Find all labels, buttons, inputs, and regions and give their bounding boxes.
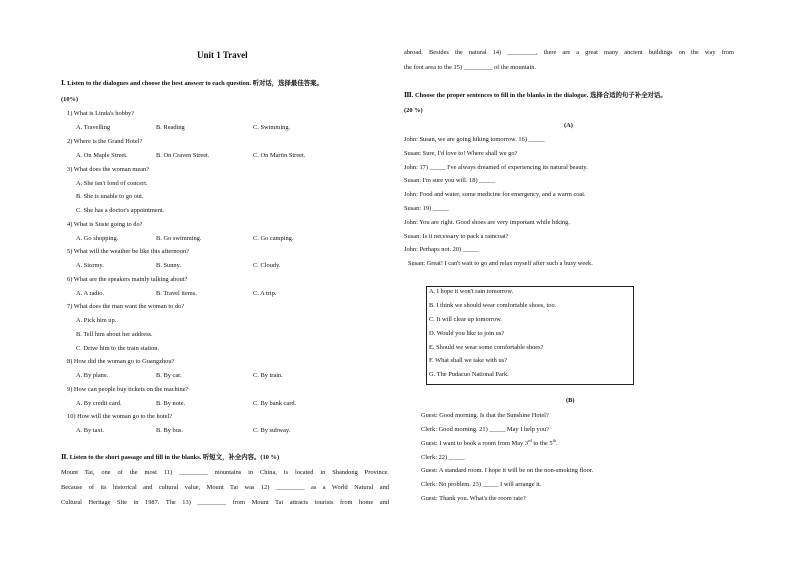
section3-points: (20 %) xyxy=(404,107,423,114)
option-b: B. I think we should wear comfortable shoes, too. xyxy=(429,302,557,309)
q10-option-b: B. By bus. xyxy=(156,427,183,434)
q7-option-a: A. Pick him up. xyxy=(76,317,117,324)
q10-option-c: C. By subway. xyxy=(253,427,291,434)
passage-line-2: Because of its historical and cultural value, Mount Tai was 12) _________ as a World Natural and xyxy=(61,484,389,491)
q6-option-c: C. A trip. xyxy=(253,290,277,297)
dialogue-a-line-3: John: 17) _____ I've always dreamed of experiencing its natural beauty. xyxy=(404,164,588,171)
dialogue-b-line-2: Clerk: Good morning. 21) _____ May I help you? xyxy=(421,426,549,433)
q2-option-a: A. On Maple Street. xyxy=(76,152,128,159)
question-5: 5) What will the weather be like this afternoon? xyxy=(67,248,189,255)
option-e: E. Should we wear some comfortable shoes? xyxy=(429,344,544,351)
passage-line-5: the foot area to the 15) _________ of the mountain. xyxy=(404,64,537,71)
q5-option-c: C. Cloudy. xyxy=(253,262,281,269)
q8-option-a: A. By plane. xyxy=(76,372,109,379)
q9-option-b: B. By note. xyxy=(156,400,186,407)
question-9: 9) How can people buy tickets on the machine? xyxy=(67,386,189,393)
option-a: A. I hope it won't rain tomorrow. xyxy=(429,288,514,295)
q1-option-b: B. Reading xyxy=(156,124,185,131)
section1-heading: Ⅰ. Listen to the dialogues and choose the best answer to each question. 听对话，选择最佳答案。 xyxy=(61,80,323,87)
q8-option-c: C. By train. xyxy=(253,372,283,379)
option-f: F. What shall we take with us? xyxy=(429,357,507,364)
q10-option-a: A. By taxi. xyxy=(76,427,105,434)
passage-line-4: abroad. Besides the natural 14) _________, there are a great many ancient buildings on the way from xyxy=(404,49,734,56)
section3-heading: Ⅲ. Choose the proper sentences to fill in the blanks in the dialogue. 选择合适的句子补全对话。 xyxy=(404,92,667,99)
question-3: 3) What does the woman mean? xyxy=(67,166,150,173)
question-6: 6) What are the speakers mainly talking about? xyxy=(67,276,188,283)
dialogue-a-line-10: Susan: Great! I can't wait to go and relax myself after such a busy week. xyxy=(408,260,593,267)
q4-option-b: B. Go swimming. xyxy=(156,235,202,242)
q9-option-c: C. By bank card. xyxy=(253,400,297,407)
q3-option-b: B. She is unable to go out. xyxy=(76,193,144,200)
q3-option-a: A. She isn't fond of concert. xyxy=(76,180,148,187)
dialogue-a-line-2: Susan: Sure, I'd love to! Where shall we go? xyxy=(404,150,518,157)
dialogue-a-line-6: Susan: 19) _____ xyxy=(404,205,449,212)
q4-option-c: C. Go camping. xyxy=(253,235,294,242)
dialogue-b-line-4: Clerk: 22) _____ xyxy=(421,454,465,461)
question-4: 4) What is Susie going to do? xyxy=(67,221,143,228)
option-d: D. Would you like to join us? xyxy=(429,330,505,337)
q6-option-b: B. Travel items. xyxy=(156,290,197,297)
q2-option-b: B. On Craven Street. xyxy=(156,152,210,159)
dialogue-b-line-6: Clerk: No problem. 23) _____ I will arrange it. xyxy=(421,481,542,488)
q1-option-a: A. Travelling xyxy=(76,124,111,131)
dialogue-b-line-7: Guest: Thank you. What's the room rate? xyxy=(421,495,526,502)
question-8: 8) How did the woman go to Guangzhou? xyxy=(67,358,175,365)
q8-option-b: B. By car. xyxy=(156,372,182,379)
section1-points: (10%) xyxy=(61,96,79,103)
dialogue-a-line-8: Susan: Is it necessary to pack a raincoat? xyxy=(404,233,509,240)
question-1: 1) What is Linda's hobby? xyxy=(67,110,135,117)
option-g: G. The Pudacuo National Park. xyxy=(429,371,509,378)
section2-heading: Ⅱ. Listen to the short passage and fill in the blanks. 听短文，补全内容。(10 %) xyxy=(61,454,280,461)
passage-line-3: Cultural Heritage Site in 1987. The 13) _________ from Mount Tai attracts tourists from home and xyxy=(61,499,389,506)
q3-option-c: C. She has a doctor's appointment. xyxy=(76,207,165,214)
q4-option-a: A. Go shopping. xyxy=(76,235,119,242)
dialogue-b-line-3: Guest: I want to book a room from May 3rd to the 5th. xyxy=(421,437,558,447)
dialogue-a-line-5: John: Food and water, some medicine for emergency, and a warm coat. xyxy=(404,191,586,198)
q5-option-a: A. Stormy. xyxy=(76,262,104,269)
option-c: C. It will clear up tomorrow. xyxy=(429,316,502,323)
dialogue-b-line-1: Guest: Good morning. Is that the Sunshine Hotel? xyxy=(421,412,549,419)
dialogue-a-line-9: John: Perhaps not. 20) _____ xyxy=(404,246,479,253)
dialogue-a-line-1: John: Susan, we are going hiking tomorrow. 16) _____ xyxy=(404,136,545,143)
dialogue-a-line-7: John: You are right. Good shoes are very important while hiking. xyxy=(404,219,570,226)
part-a-label: (A) xyxy=(564,122,573,129)
q2-option-c: C. On Martin Street. xyxy=(253,152,306,159)
question-7: 7) What does the man want the woman to do? xyxy=(67,303,185,310)
part-b-label: (B) xyxy=(566,397,575,404)
question-2: 2) Where is the Grand Hotel? xyxy=(67,138,143,145)
q6-option-a: A. A radio. xyxy=(76,290,105,297)
page-title: Unit 1 Travel xyxy=(197,50,248,60)
q7-option-b: B. Tell him about her address. xyxy=(76,331,153,338)
question-10: 10) How will the woman go to the hotel? xyxy=(67,413,173,420)
q5-option-b: B. Sunny. xyxy=(156,262,181,269)
passage-line-1: Mount Tai, one of the most 11) _________ mountains in China, is located in Shandong Province. xyxy=(61,469,389,476)
q1-option-c: C. Swimming. xyxy=(253,124,291,131)
q7-option-c: C. Drive him to the train station. xyxy=(76,345,160,352)
dialogue-b-line-5: Guest: A standard room. I hope it will be on the non-smoking floor. xyxy=(421,467,594,474)
dialogue-a-line-4: Susan: I'm sure you will. 18) _____ xyxy=(404,177,496,184)
q9-option-a: A. By credit card. xyxy=(76,400,122,407)
